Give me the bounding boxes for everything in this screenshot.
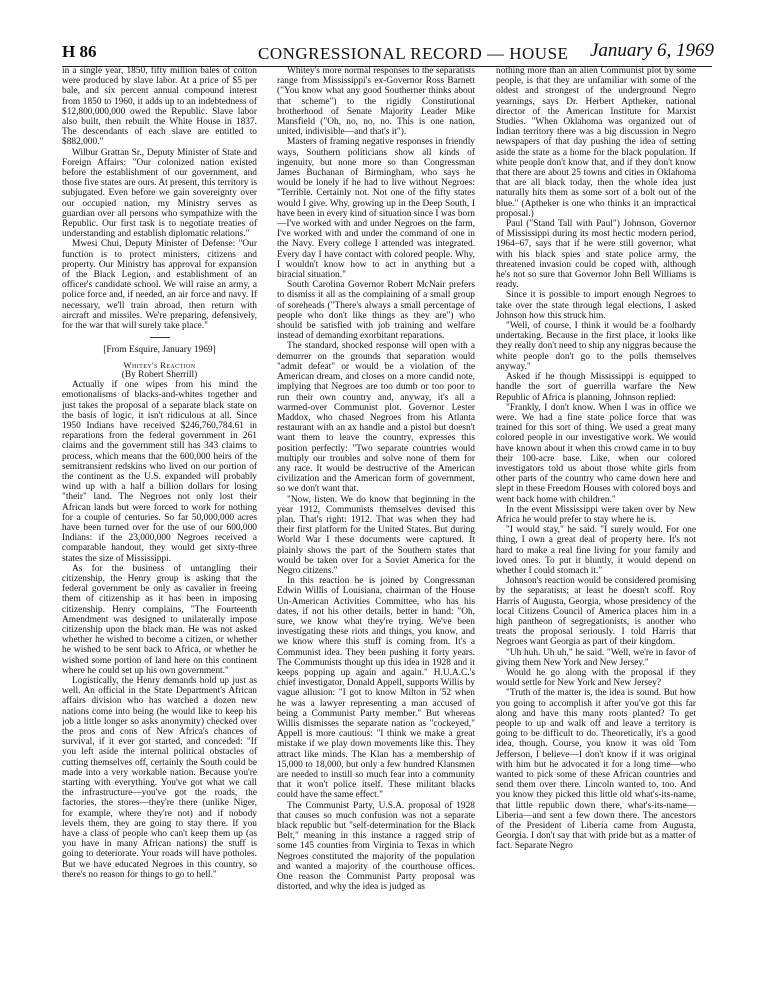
paragraph: "Frankly, I don't know. When I was in office we were. We had a fine state police force that was trained for this sort of thing. We used a great many colored people in our investigative work. We would have known about it when this crowd came in to buy their 100-acre base. Like, when our colored investigators told us about those white girls from other parts of the country who came down here and slept in these Freedom Houses with colored boys and went back home with children." bbox=[496, 402, 696, 505]
paragraph: Actually if one wipes from his mind the emotionalisms of blacks-and-whites together and just takes the proposal of a separate black state on the basis of logic, it isn't ridiculous at all. Since 1950 Indians have received $246,760,784.61 in reparations from the federal government in 261 claims and the government still has 343 claims to process, which means that the 600,000 heirs of the semitransient redskins who lived on our portion of the continent as the U.S. expanded will probably wind up with a half a billion dollars for losing "their" land. The Negroes not only lost their African lands but were forced to work for nothing for a couple of centuries. So far 50,000,000 acres have been turned over for the use of our 600,000 Indians: if the 23,000,000 Negroes received a comparable handout, they would get sixty-three states the size of Mississippi. bbox=[62, 380, 257, 564]
paragraph: "Uh huh. Uh uh," he said. "Well, we're in favor of giving them New York and New Jersey." bbox=[496, 647, 696, 668]
paragraph: Paul ("Stand Tall with Paul") Johnson, Governor of Mississippi during its most hectic modern period, 1964–67, says that if he were still governor, what with his black spies and state police army, the threatened invasion could be coped with, although he's not so sure that Governor John Bell Williams is ready. bbox=[496, 219, 696, 291]
paragraph: Masters of framing negative responses in friendly ways, Southern politicians show all kinds of ingenuity, but none more so than Congressman James Buchanan of Birmingham, who says he would be lonely if he had to live without Negroes: "Terrible. Certainly not. Not one of the fifty states would I give. Why, growing up in the Deep South, I have been in every kind of situation since I was born—I've worked with and under Negroes on the farm, I've worked with and under the command of one in the Navy. Every college I attended was integrated. Every day I have contact with colored people. Why, I wouldn't know how to act in anything but a biracial situation." bbox=[277, 137, 475, 281]
paragraph: in a single year, 1850, fifty million bales of cotton were produced by slave labor. At a price of $5 per bale, and six percent annual compound interest from 1850 to 1960, it adds up to an indebtedness of $12,800,000,000 owed the Republic. Slave labor also built, then rebuilt the White House in 1837. The descendants of each slave are entitled to $882,000." bbox=[62, 66, 257, 148]
paragraph: Asked if he though Mississippi is equipped to handle the sort of guerrilla warfare the New Republic of Africa is planning, Johnson replied: bbox=[496, 372, 696, 403]
paragraph: "Truth of the matter is, the idea is sound. But how you going to accomplish it after you've got this far along and have this many roots planted? To get people to up and walk off and leave a territory is going to be difficult to do. Theoretically, it's a good idea, though. Course, you know it was old Tom Jefferson, I believe—I don't know if it was original with him but he advocated it for a long time—who wanted to pick some of these African countries and send them over there. Lincoln wanted to, too. And you know they picked this little old what's-its-name, that little republic down there, what's-its-name—Liberia—and sent a few down there. The ancestors of the President of Liberia came from Augusta, Georgia. I don't say that with pride but as a matter of fact. Separate Negro bbox=[496, 688, 696, 852]
paragraph: South Carolina Governor Robert McNair prefers to dismiss it all as the complaining of a small group of soreheads ("There's always a small percentage of people who don't like things as they are") who should be satisfied with job training and welfare instead of demanding exorbitant reparations. bbox=[277, 280, 475, 342]
paragraph: Whitey's more normal responses to the separatists range from Mississippi's ex-Governor Ross Barnett ("You know what any good Southerner thinks about that scheme") to the rigidly Constitutional brotherhood of Senate Majority Leader Mike Mansfield ("Oh, no, no, no. This is one nation, united, indivisible—and that's it"). bbox=[277, 66, 475, 138]
paragraph: Wilbur Grattan Sr., Deputy Minister of State and Foreign Affairs: "Our colonized nation existed before the establishment of our government, and those five states are ours. At present, this territory is subjugated. Even before we gain sovereignty over our occupied nation, my Ministry serves as guardian over all persons who sympathize with the Republic. Our first task is to negotiate treaties of understanding and establish diplomatic relations." bbox=[62, 147, 257, 240]
column-3 bbox=[496, 66, 696, 984]
article-title: Whitey's Reaction bbox=[123, 359, 196, 370]
column-1 bbox=[62, 66, 257, 984]
paragraph: In the event Mississippi were taken over by New Africa he would prefer to stay where he is. bbox=[496, 504, 696, 525]
page-number: H 86 bbox=[62, 42, 97, 61]
paragraph: The Communist Party, U.S.A. proposal of 1928 that causes so much confusion was not a separate black republic but "self-determination for the Black Belt," meaning in this instance a ragged strip of some 145 counties from Virginia to Texas in which Negroes constituted the majority of the population and wanted a majority of the courthouse offices. One reason the Communist Party proposal was distorted, and why the idea is judged as bbox=[277, 800, 475, 893]
paragraph: "Well, of course, I think it would be a foolhardy undertaking. Because in the first place, it looks like they really don't need to ship any niggras because the white people don't go to the polls themselves anyway." bbox=[496, 321, 696, 372]
paragraph: Mwesi Chui, Deputy Minister of Defense: "Our function is to protect ministers, citizens and property. Our Ministry has approval for expansion of the Black Legion, and establishment of an officer's candidate school. We will raise an army, a police force and, if needed, an air force and navy. If necessary, we'll train abroad, then return with aircraft and missiles. We're preparing, defensively, for the war that will surely take place." bbox=[62, 239, 257, 332]
paragraph: In this reaction he is joined by Congressman Edwin Willis of Louisiana, chairman of the House Un-American Activities Committee, who has his dates, if not his other details, better in hand: "Oh, sure, we know what they're trying. We've been investigating these riots and things, you know, and we know where this stuff is coming from. It's a Communist idea. They been pushing it forty years. The Communists thought up this idea in 1928 and it keeps popping up again and again." H.U.A.C.'s chief investigator, Donald Appell, supports Willis by vague allusion: "I got to know Milton in '52 when he was a lawyer representing a man accused of being a Communist Party member." But whereas Willis dismisses the separate nation as "cockeyed," Appell is more cautious: "I think we make a great mistake if we play down movements like this. They attract like minds. The Klan has a membership of 15,000 to 18,000, but only a few hundred Klansmen are needed to instill so much fear into a community that it won't police itself. These militant blacks could have the same effect." bbox=[277, 576, 475, 801]
paragraph: Logistically, the Henry demands hold up just as well. An official in the State Department's African affairs division who has watched a dozen new nations come into being (he would like to keep his job a little longer so asks anonymity) checked over the pros and cons of New Africa's chances of survival, if it ever got started, and conceded: "If you left aside the internal political obstacles of cutting themselves off, certainly the South could be made into a very workable nation. Because you're starting with everything. You've got what we call the infrastructure—you've got the roads, the factories, the stores—they're there (unlike Niger, for example, where they're not) and if nobody levels them, they are going to stay there. If you have a class of people who can't keep them up (as you have in many African nations) the stuff is going to deteriorate. Your roads will have potholes. But we have educated Negroes in this country, so there's no reason for things to go to hell." bbox=[62, 675, 257, 880]
section-divider bbox=[62, 332, 257, 342]
issue-date: January 6, 1969 bbox=[589, 40, 714, 61]
paragraph: As for the business of untangling their citizenship, the Henry group is asking that the federal government be only as cavalier in freeing them of citizenship as it has been in imposing citizenship. Henry complains, "The Fourteenth Amendment was designed to unilaterally impose citizenship upon the black man. He was not asked whether he wished to become a citizen, or whether he wished to be sent back to Africa, or whether he wished some portion of land here on this continent where he could set up his own government." bbox=[62, 563, 257, 676]
paragraph: The standard, shocked response will open with a demurrer on the grounds that separation would "admit defeat" or would be a violation of the American dream, and closes on a more candid note, implying that Negroes are too dumb or too poor to run their own country and, anyway, it's all a warmed-over Communist plot. Governor Lester Maddox, who chased Negroes from his Atlanta restaurant with an ax handle and a pistol but doesn't want them to leave the country, expresses this position perfectly: "Two separate countries would multiply our troubles and solve none of them for any race. It would be destructive of the American civilization and the American form of government, so we don't want that. bbox=[277, 341, 475, 495]
paragraph: nothing more than an alien Communist plot by some people, is that they are unfamiliar with some of the oldest and strongest of the underground Negro yearnings, says Dr. Herbert Aptheker, national director of the American Institute for Marxist Studies. "When Oklahoma was organized out of Indian territory there was a big discussion in Negro newspapers of that day pushing the idea of setting aside the state as a home for the black population. If white people don't know that, and if they don't know that there are about 25 towns and cities in Oklahoma that are all black today, then the whole idea just naturally hits them as some sort of a bolt out of the blue." (Aptheker is one who thinks it an impractical proposal.) bbox=[496, 66, 696, 219]
byline: (By Robert Sherrill) bbox=[121, 369, 198, 380]
paragraph: "I would stay," he said. "I surely would. For one thing, I own a great deal of property here. It's not hard to make a real fine living for your family and loved ones. To put it bluntly, it would depend on whether I could stomach it." bbox=[496, 525, 696, 576]
paragraph: "Now, listen. We do know that beginning in the year 1912, Communists themselves devised this plan. That's right: 1912. That was when they had their first platform for the United States. But during World War I these documents were captured. It plainly shows the part of the Southern states that would be taken over for a Soviet America for the Negro citizens." bbox=[277, 494, 475, 576]
publication-title: CONGRESSIONAL RECORD — HOUSE bbox=[258, 44, 569, 63]
paragraph: Johnson's reaction would be considered promising by the separatists; at least he doesn't scoff. Roy Harris of Augusta, Georgia, whose presidency of the local Citizens Council of America places him in a high pantheon of segregationists, is another who treats the proposal seriously. I told Harris that Negroes want Georgia as part of their kingdom. bbox=[496, 576, 696, 648]
column-2 bbox=[277, 66, 475, 984]
paragraph: Would he go along with the proposal if they would settle for New York and New Jersey? bbox=[496, 667, 696, 689]
paragraph: Since it is possible to import enough Negroes to take over the state through legal elections, I asked Johnson how this struck him. bbox=[496, 290, 696, 321]
source-line: [From Esquire, January 1969] bbox=[103, 345, 216, 356]
page-header bbox=[62, 40, 714, 68]
